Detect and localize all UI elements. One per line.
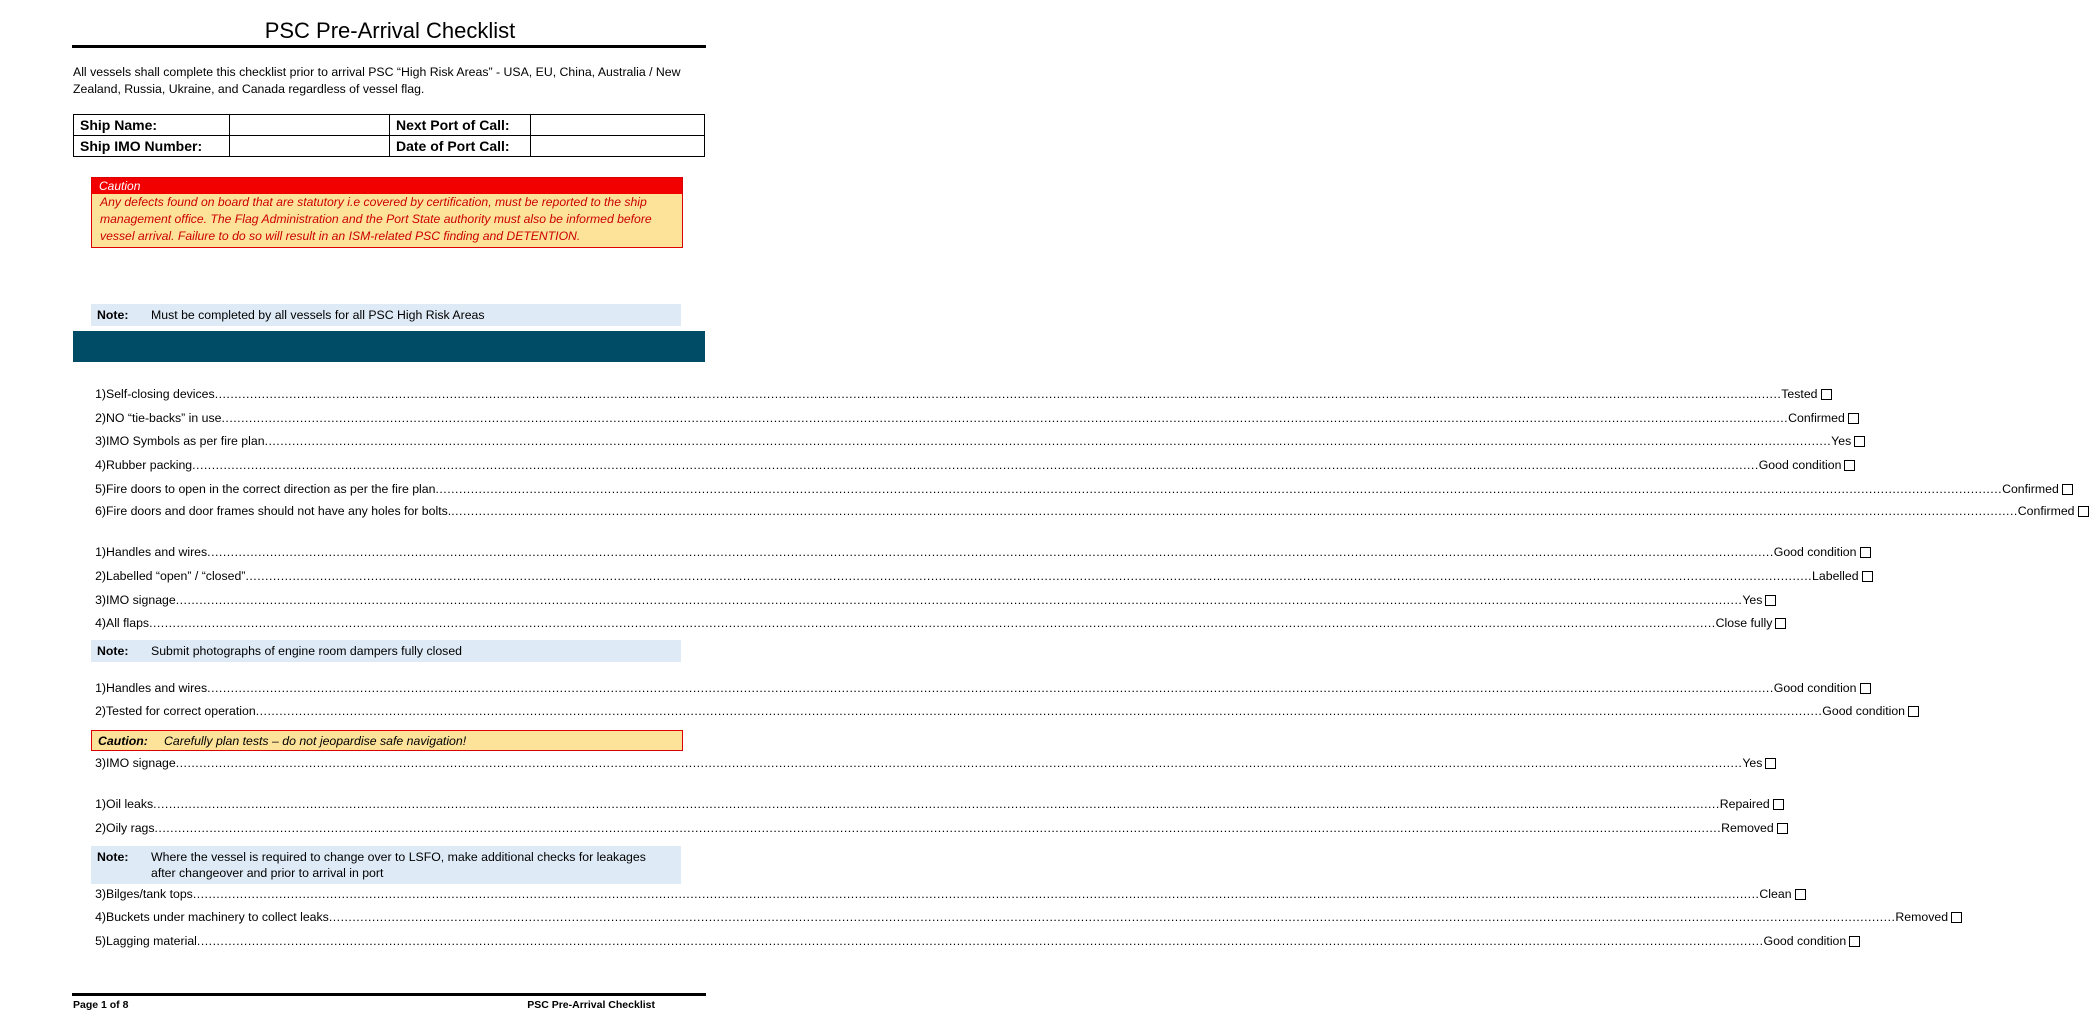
date-port-label: Date of Port Call: [390,136,531,157]
item-number: 5) [95,482,106,496]
checkbox[interactable] [1854,436,1865,447]
checkbox[interactable] [1908,706,1919,717]
checkbox[interactable] [1848,413,1859,424]
checklist-item [73,479,2059,499]
page-title: PSC Pre-Arrival Checklist [264,18,516,43]
item-result: Tested [1781,387,1818,401]
dot-leader: ................................................................................................................................................................................................................................................................................................................................................................................................................ [154,821,1722,835]
dot-leader: ................................................................................................................................................................................................................................................................................................................................................................................................................ [207,545,1774,559]
checklist-item [73,884,1792,904]
item-result: Confirmed [1788,411,1845,425]
item-label: Bilges/tank tops [106,887,193,901]
item-result: Repaired [1719,797,1770,811]
item-number: 3) [95,593,106,607]
item-label: Handles and wires [106,681,208,695]
note-text: Where the vessel is required to change over to LSFO, make additional checks for leakages after changeover and prior to arrival in port [151,850,646,880]
item-result: Good condition [1763,934,1847,948]
checkbox[interactable] [1765,595,1776,606]
item-result: Good condition [1822,704,1906,718]
item-result: Good condition [1773,545,1857,559]
item-result: Labelled [1812,569,1859,583]
item-label: Handles and wires [106,545,208,559]
dot-leader: ................................................................................................................................................................................................................................................................................................................................................................................................................ [435,482,2003,496]
footer-doc-title: PSC Pre-Arrival Checklist [527,999,655,1011]
item-number: 3) [95,756,106,770]
dot-leader: ................................................................................................................................................................................................................................................................................................................................................................................................................ [149,616,1716,630]
caution-box [91,177,683,248]
dot-leader: ................................................................................................................................................................................................................................................................................................................................................................................................................ [175,756,1743,770]
item-result: Removed [1721,821,1774,835]
note-label: Note: [97,850,129,864]
item-label: Tested for correct operation [106,704,256,718]
checklist-item [73,931,1847,951]
checkbox[interactable] [1862,571,1873,582]
item-label: NO “tie-backs” in use [106,411,222,425]
item-result: Confirmed [2002,482,2059,496]
checkbox[interactable] [1849,936,1860,947]
item-result: Yes [1831,434,1852,448]
dot-leader: ................................................................................................................................................................................................................................................................................................................................................................................................................ [192,887,1760,901]
checkbox[interactable] [1860,547,1871,558]
checklist-item [73,590,1763,610]
checkbox[interactable] [2078,506,2089,517]
item-number: 2) [95,411,106,425]
checkbox[interactable] [1860,683,1871,694]
checkbox[interactable] [1777,823,1788,834]
item-number: 3) [95,434,106,448]
section-band [73,331,705,362]
date-port-field[interactable] [531,136,705,157]
ship-name-label: Ship Name: [74,115,230,136]
item-number: 1) [95,545,106,559]
item-number: 2) [95,569,106,583]
intro-paragraph: All vessels shall complete this checklist prior to arrival PSC “High Risk Areas” - USA, EU, China, Australia / New Zealand, Russia, Ukraine, and Canada regardless of vessel flag. [73,65,681,96]
item-result: Yes [1742,593,1763,607]
item-result: Confirmed [2017,504,2075,518]
next-port-field[interactable] [531,115,705,136]
note-label: Note: [97,308,129,322]
checkbox[interactable] [2062,484,2073,495]
checklist-item [73,818,1774,838]
ship-details-table [73,114,705,157]
item-label: All flaps [106,616,150,630]
item-number: 4) [95,910,106,924]
dot-leader: ................................................................................................................................................................................................................................................................................................................................................................................................................ [328,910,1896,924]
item-label: IMO Symbols as per fire plan [106,434,265,448]
note-box [91,846,681,884]
item-label: Buckets under machinery to collect leaks [106,910,329,924]
checklist-item [73,384,1818,404]
checklist-item [73,907,1949,927]
item-label: IMO signage [106,593,176,607]
checklist-item [73,678,1857,698]
dot-leader: ................................................................................................................................................................................................................................................................................................................................................................................................................ [196,934,1764,948]
checkbox[interactable] [1765,758,1776,769]
checklist-item [73,455,1842,475]
checklist-item [73,408,1845,428]
item-label: Lagging material [106,934,197,948]
item-number: 2) [95,704,106,718]
item-result: Removed [1895,910,1949,924]
item-label: Fire doors to open in the correct direction as per the fire plan [106,482,436,496]
caution-inline-box [91,730,683,751]
item-result: Good condition [1773,681,1857,695]
checkbox[interactable] [1844,460,1855,471]
item-label: Labelled “open” / “closed” [106,569,246,583]
item-label: IMO signage [106,756,176,770]
note-box [91,640,681,662]
checkbox[interactable] [1951,912,1962,923]
item-number: 4) [95,616,106,630]
item-number: 6) [95,504,106,518]
item-result: Good condition [1758,458,1842,472]
title-rule [72,45,706,48]
checkbox[interactable] [1773,799,1784,810]
dot-leader: ................................................................................................................................................................................................................................................................................................................................................................................................................ [192,458,1759,472]
caution-heading: Caution [92,178,682,194]
dot-leader: ................................................................................................................................................................................................................................................................................................................................................................................................................ [245,569,1813,583]
caution-inline-text: Carefully plan tests – do not jeopardise safe navigation! [164,733,467,748]
item-number: 1) [95,797,106,811]
checklist-item [73,542,1857,562]
ship-name-field[interactable] [230,115,390,136]
note-text: Submit photographs of engine room dampers fully closed [151,644,463,658]
item-result: Clean [1759,887,1792,901]
dot-leader: ................................................................................................................................................................................................................................................................................................................................................................................................................ [221,411,1789,425]
next-port-label: Next Port of Call: [390,115,531,136]
footer-rule [72,993,706,996]
dot-leader: ................................................................................................................................................................................................................................................................................................................................................................................................................ [255,704,1823,718]
ship-imo-field[interactable] [230,136,390,157]
dot-leader: ................................................................................................................................................................................................................................................................................................................................................................................................................ [451,504,2018,518]
note-label: Note: [97,644,129,658]
dot-leader: ................................................................................................................................................................................................................................................................................................................................................................................................................ [214,387,1782,401]
caution-inline-label: Caution: [98,733,148,748]
item-number: 1) [95,681,106,695]
ship-imo-label: Ship IMO Number: [74,136,230,157]
dot-leader: ................................................................................................................................................................................................................................................................................................................................................................................................................ [153,797,1720,811]
item-number: 4) [95,458,106,472]
item-label: Rubber packing [106,458,193,472]
dot-leader: ................................................................................................................................................................................................................................................................................................................................................................................................................ [264,434,1832,448]
item-label: Self-closing devices [106,387,215,401]
item-number: 2) [95,821,106,835]
item-label: Oil leaks [106,797,154,811]
checklist-item [73,753,1763,773]
checklist-item [73,701,1906,721]
item-result: Close fully [1715,616,1773,630]
note-box [91,304,681,326]
dot-leader: ................................................................................................................................................................................................................................................................................................................................................................................................................ [175,593,1743,607]
checklist-item [73,501,2075,521]
item-number: 1) [95,387,106,401]
checklist-item [73,613,1773,633]
footer-page-number: Page 1 of 8 [73,999,129,1011]
item-number: 5) [95,934,106,948]
checkbox[interactable] [1795,889,1806,900]
caution-text: Any defects found on board that are statutory i.e covered by certification, must be reported to the ship management office. The Flag Administration and the Port State authority must also be informed before vessel arrival. Failure to do so will result in an ISM-related PSC finding and DETENTION. [100,195,652,243]
dot-leader: ................................................................................................................................................................................................................................................................................................................................................................................................................ [207,681,1774,695]
note-text: Must be completed by all vessels for all PSC High Risk Areas [151,308,485,322]
item-number: 3) [95,887,106,901]
item-result: Yes [1742,756,1763,770]
item-label: Oily rags [106,821,155,835]
checklist-item [73,794,1770,814]
checkbox[interactable] [1821,389,1832,400]
item-label: Fire doors and door frames should not have any holes for bolts. [106,504,452,518]
checkbox[interactable] [1775,618,1786,629]
checklist-item [73,431,1852,451]
checklist-item [73,566,1859,586]
